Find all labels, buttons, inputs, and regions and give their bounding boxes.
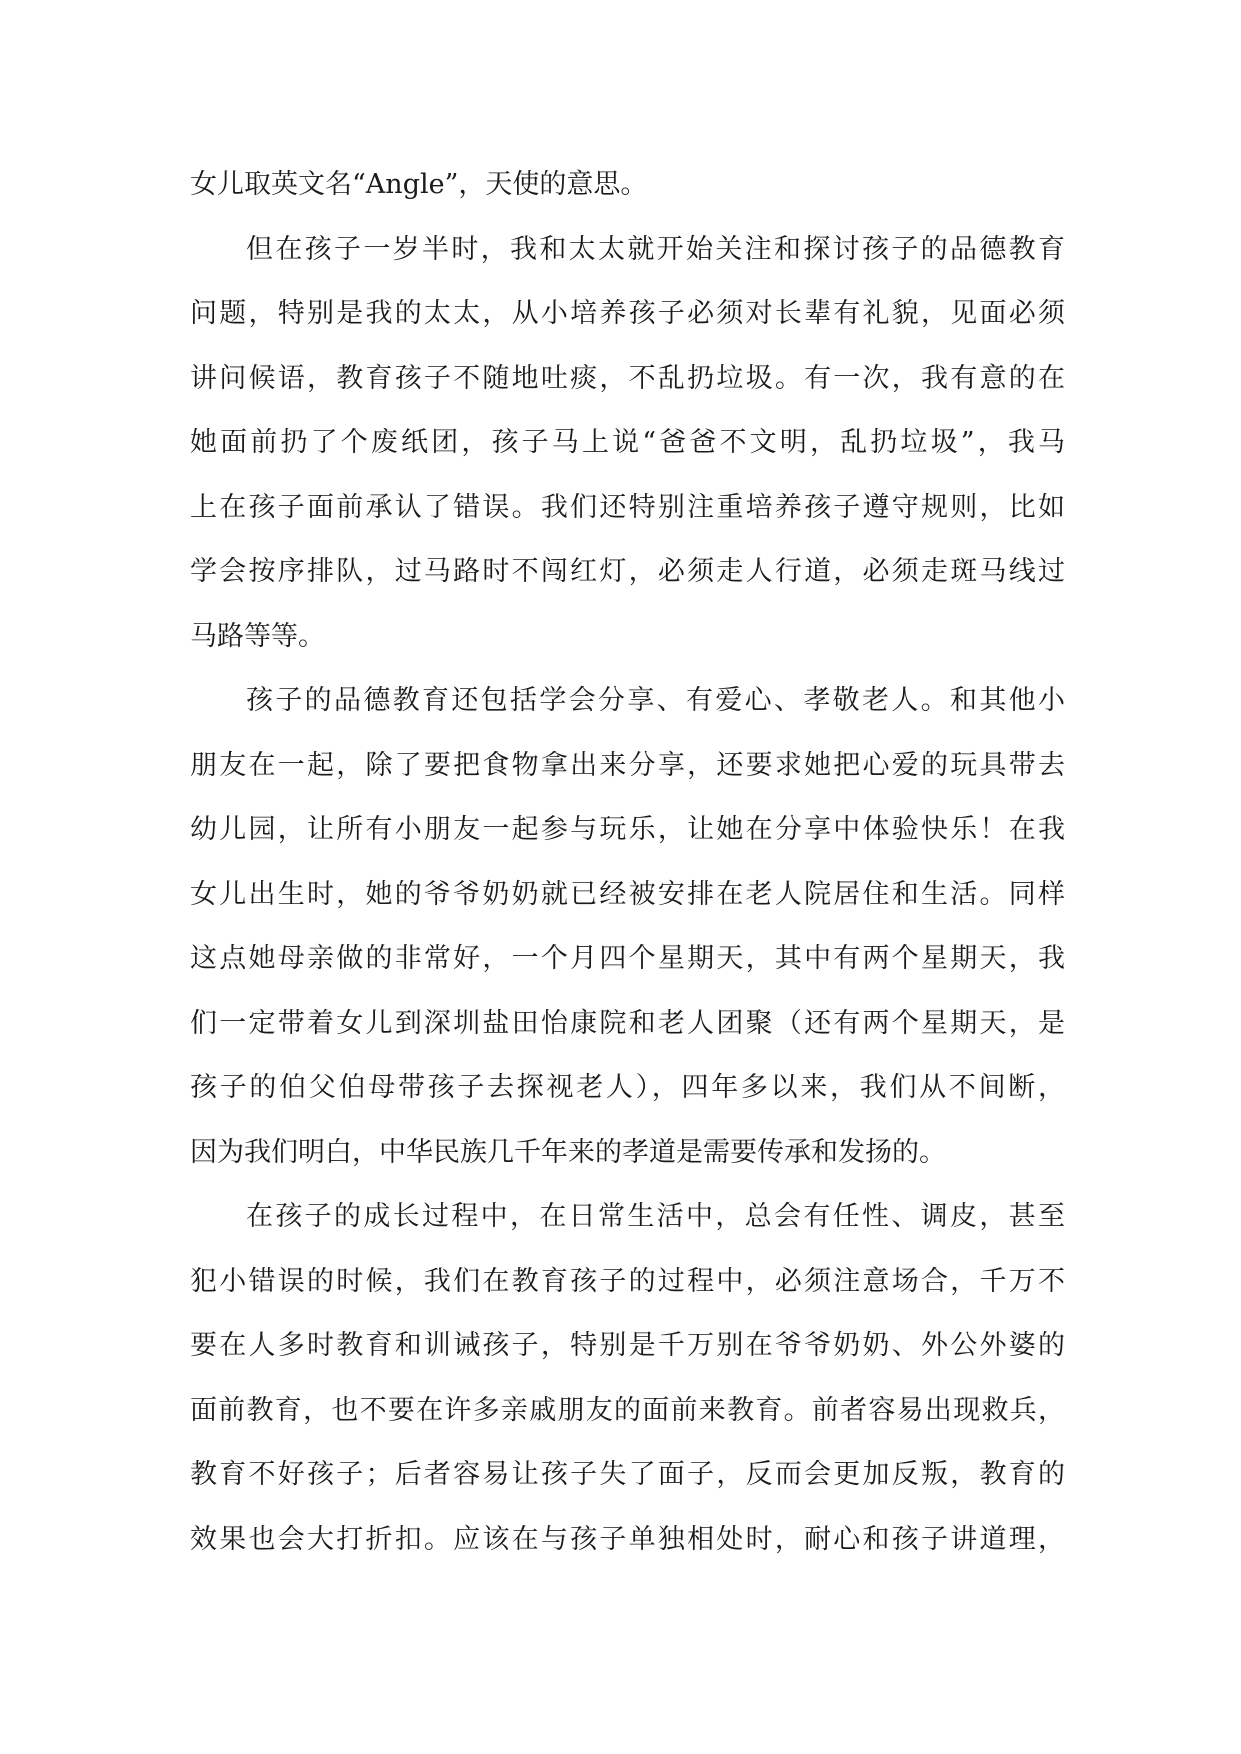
text-line: 犯小错误的时候，我们在教育孩子的过程中，必须注意场合，千万不 [190, 1265, 1065, 1297]
text-line: 女儿出生时，她的爷爷奶奶就已经被安排在老人院居住和生活。同样 [190, 878, 1065, 910]
text-line: 讲问候语，教育孩子不随地吐痰，不乱扔垃圾。有一次，我有意的在 [190, 362, 1065, 394]
text-line: 朋友在一起，除了要把食物拿出来分享，还要求她把心爱的玩具带去 [190, 749, 1065, 781]
text-line: 幼儿园，让所有小朋友一起参与玩乐，让她在分享中体验快乐！在我 [190, 814, 1065, 845]
text-line: 她面前扔了个废纸团，孩子马上说“爸爸不文明，乱扔垃圾”，我马 [190, 427, 1065, 458]
text-line: 马路等等。 [190, 620, 325, 652]
text-line: 们一定带着女儿到深圳盐田怡康院和老人团聚（还有两个星期天，是 [190, 1007, 1065, 1039]
text-line: 孩子的品德教育还包括学会分享、有爱心、孝敬老人。和其他小 [246, 685, 1065, 716]
text-line: 面前教育，也不要在许多亲戚朋友的面前来教育。前者容易出现救兵， [190, 1394, 1065, 1426]
body-text [190, 153, 1065, 1572]
text-line: 在孩子的成长过程中，在日常生活中，总会有任性、调皮，甚至 [246, 1201, 1065, 1232]
text-line: 女儿取英文名“Angle”，天使的意思。 [190, 169, 648, 200]
text-line: 上在孩子面前承认了错误。我们还特别注重培养孩子遵守规则，比如 [190, 491, 1065, 523]
text-line: 孩子的伯父伯母带孩子去探视老人），四年多以来，我们从不间断， [190, 1072, 1065, 1103]
text-line: 但在孩子一岁半时，我和太太就开始关注和探讨孩子的品德教育 [246, 233, 1065, 265]
text-line: 要在人多时教育和训诫孩子，特别是千万别在爷爷奶奶、外公外婆的 [190, 1330, 1065, 1361]
text-line: 学会按序排队，过马路时不闯红灯，必须走人行道，必须走斑马线过 [190, 556, 1065, 587]
text-line: 这点她母亲做的非常好，一个月四个星期天，其中有两个星期天，我 [190, 943, 1065, 974]
text-line: 因为我们明白，中华民族几千年来的孝道是需要传承和发扬的。 [190, 1136, 946, 1168]
text-line: 效果也会大打折扣。应该在与孩子单独相处时，耐心和孩子讲道理， [190, 1523, 1065, 1555]
text-line: 教育不好孩子；后者容易让孩子失了面子，反而会更加反叛，教育的 [190, 1459, 1065, 1490]
text-line: 问题，特别是我的太太，从小培养孩子必须对长辈有礼貌，见面必须 [190, 298, 1065, 329]
